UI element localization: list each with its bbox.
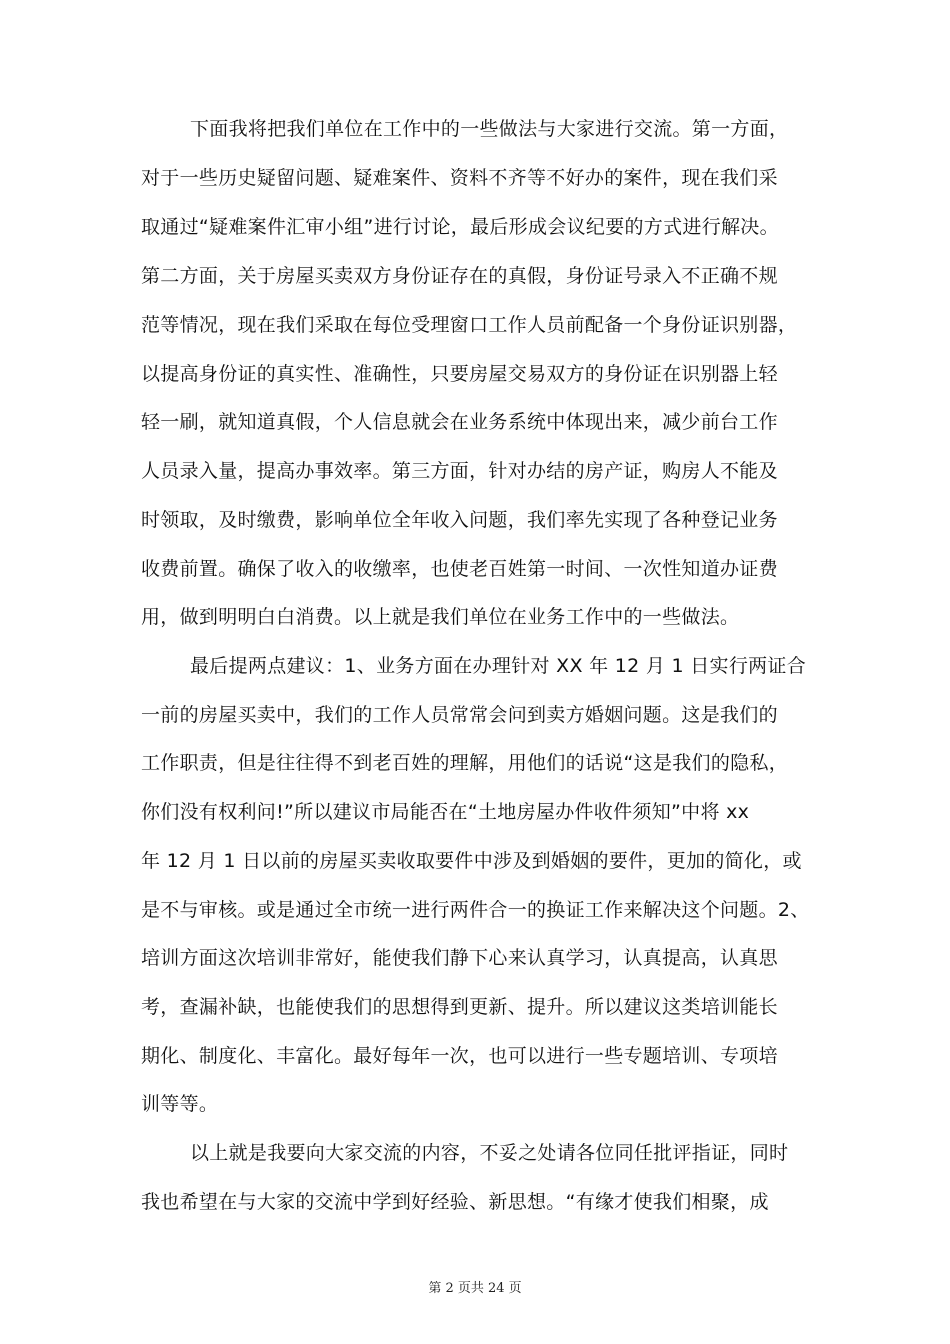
paragraph-line: 训等等。 (141, 1093, 219, 1115)
paragraph-line: 第二方面，关于房屋买卖双方身份证存在的真假，身份证号录入不正确不规 (141, 265, 778, 287)
paragraph-line: 下面我将把我们单位在工作中的一些做法与大家进行交流。第一方面， (190, 118, 789, 140)
paragraph-line: 用，做到明明白白消费。以上就是我们单位在业务工作中的一些做法。 (141, 606, 740, 628)
paragraph-line: 培训方面这次培训非常好，能使我们静下心来认真学习，认真提高，认真思 (141, 947, 778, 969)
paragraph-line: 人员录入量，提高办事效率。第三方面，针对办结的房产证，购房人不能及 (141, 460, 778, 482)
paragraph-line: 范等情况，现在我们采取在每位受理窗口工作人员前配备一个身份证识别器， (141, 314, 798, 336)
paragraph-line: 最后提两点建议：1、业务方面在办理针对 XX 年 12 月 1 日实行两证合 (190, 655, 807, 677)
paragraph-line: 年 12 月 1 日以前的房屋买卖收取要件中涉及到婚姻的要件，更加的简化，或 (141, 850, 802, 872)
paragraph-line: 轻一刷，就知道真假，个人信息就会在业务系统中体现出来，减少前台工作 (141, 411, 778, 433)
paragraph-line: 以提高身份证的真实性、准确性，只要房屋交易双方的身份证在识别器上轻 (141, 363, 778, 385)
paragraph-line: 时领取，及时缴费，影响单位全年收入问题，我们率先实现了各种登记业务 (141, 509, 778, 531)
paragraph-line: 取通过“疑难案件汇审小组”进行讨论，最后形成会议纪要的方式进行解决。 (141, 216, 779, 238)
paragraph-line: 收费前置。确保了收入的收缴率，也使老百姓第一时间、一次性知道办证费 (141, 558, 778, 580)
paragraph-line: 工作职责，但是往往得不到老百姓的理解，用他们的话说“这是我们的隐私， (141, 752, 789, 774)
paragraph-line: 期化、制度化、丰富化。最好每年一次，也可以进行一些专题培训、专项培 (141, 1045, 778, 1067)
paragraph-line: 对于一些历史疑留问题、疑难案件、资料不齐等不好办的案件，现在我们采 (141, 167, 778, 189)
paragraph-line: 我也希望在与大家的交流中学到好经验、新思想。“有缘才使我们相聚，成 (141, 1191, 769, 1213)
paragraph-line: 以上就是我要向大家交流的内容，不妥之处请各位同任批评指证，同时 (190, 1142, 789, 1164)
paragraph-line: 一前的房屋买卖中，我们的工作人员常常会问到卖方婚姻问题。这是我们的 (141, 704, 778, 726)
paragraph-line: 你们没有权利问!”所以建议市局能否在“土地房屋办件收件须知”中将 xx (141, 801, 750, 823)
paragraph-line: 考，查漏补缺，也能使我们的思想得到更新、提升。所以建议这类培训能长 (141, 996, 778, 1018)
page-number-footer: 第 2 页共 24 页 (428, 1281, 522, 1296)
paragraph-line: 是不与审核。或是通过全市统一进行两件合一的换证工作来解决这个问题。2、 (141, 899, 810, 921)
